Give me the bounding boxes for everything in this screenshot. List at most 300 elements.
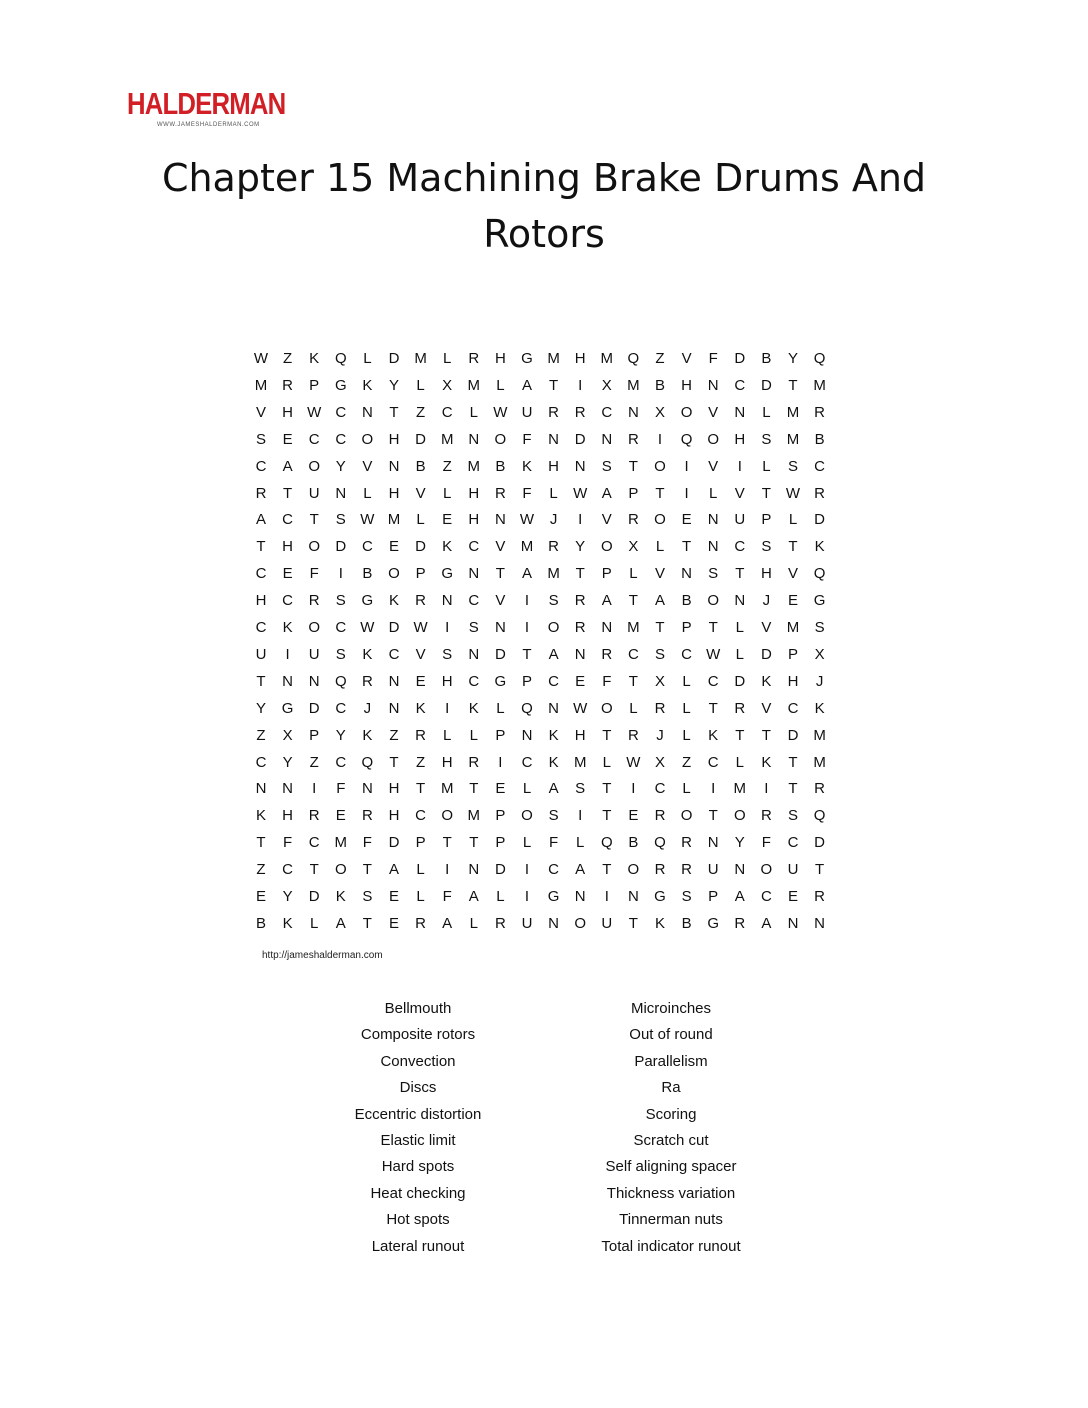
grid-letter: J (762, 592, 771, 610)
grid-letter: T (575, 565, 585, 583)
grid-letter: O (600, 699, 613, 717)
grid-letter: D (814, 834, 826, 852)
grid-letter: Q (334, 350, 347, 367)
grid-letter: I (445, 619, 450, 636)
grid-letter: L (496, 699, 505, 717)
grid-letter: R (494, 484, 506, 502)
grid-letter: W (493, 403, 508, 421)
grid-letter: Y (282, 753, 293, 771)
grid-letter: T (815, 861, 825, 879)
page-title: Chapter 15 Machining Brake Drums And Rotors (161, 156, 927, 256)
grid-letter: Q (521, 699, 533, 717)
grid-letter: G (654, 888, 666, 905)
grid-letter: C (468, 538, 480, 556)
grid-letter: U (308, 645, 320, 663)
grid-letter: L (549, 484, 558, 502)
grid-letter: K (309, 350, 320, 367)
grid-letter: F (309, 565, 319, 583)
grid-letter: C (627, 645, 639, 663)
grid-letter: O (308, 538, 321, 556)
grid-letter: C (335, 403, 347, 421)
grid-letter: S (575, 780, 586, 798)
grid-letter: Q (654, 834, 666, 852)
grid-letter: T (549, 376, 559, 394)
grid-letter: G (547, 888, 560, 905)
grid-letter: P (415, 834, 426, 852)
grid-letter: D (415, 430, 427, 448)
grid-letter: K (442, 538, 453, 556)
grid-letter: K (282, 619, 293, 636)
grid-letter: R (814, 780, 826, 798)
grid-letter: L (496, 376, 505, 394)
grid-letter: T (682, 538, 692, 556)
grid-letter: T (389, 403, 399, 421)
grid-letter: I (684, 457, 689, 475)
grid-letter: Z (309, 753, 319, 771)
logo-subtext: WWW.JAMESHALDERMAN.COM (157, 122, 260, 128)
grid-letter: R (548, 403, 560, 421)
grid-letter: B (255, 914, 266, 932)
grid-letter: C (521, 753, 533, 771)
grid-letter: V (761, 699, 772, 717)
grid-letter: N (361, 780, 373, 798)
grid-letter: N (814, 914, 826, 932)
grid-letter: X (814, 645, 825, 663)
grid-letter: T (442, 834, 452, 852)
grid-letter: L (682, 780, 691, 798)
grid-letter: O (733, 807, 746, 825)
grid-letter: T (628, 914, 638, 932)
grid-letter: P (309, 726, 320, 744)
grid-letter: K (521, 457, 532, 475)
grid-letter: H (441, 753, 453, 771)
word-list-item: Hard spots (381, 1158, 455, 1176)
grid-letter: C (388, 645, 400, 663)
grid-letter: T (469, 780, 479, 798)
grid-letter: I (285, 645, 290, 663)
grid-letter: C (601, 403, 613, 421)
word-list-item: Tinnerman nuts (619, 1211, 723, 1229)
grid-letter: R (734, 914, 746, 932)
grid-letter: K (814, 699, 825, 717)
grid-letter: N (548, 914, 560, 932)
grid-letter: I (524, 861, 530, 879)
grid-letter: Z (416, 753, 426, 771)
word-list-item: Elastic limit (380, 1131, 456, 1149)
grid-letter: M (467, 376, 481, 394)
grid-letter: R (654, 807, 666, 825)
grid-letter: F (522, 430, 532, 448)
grid-letter: N (282, 672, 294, 690)
grid-letter: P (495, 807, 506, 825)
grid-letter: Q (600, 834, 613, 852)
grid-letter: L (682, 672, 691, 690)
grid-letter: S (708, 565, 719, 583)
grid-letter: Z (389, 726, 399, 744)
grid-letter: U (521, 914, 533, 932)
grid-letter: M (547, 350, 560, 367)
grid-letter: S (255, 430, 266, 448)
grid-letter: Y (734, 834, 745, 852)
word-list-item: Scratch cut (633, 1131, 709, 1149)
grid-letter: Z (256, 726, 266, 744)
grid-letter: R (548, 538, 560, 556)
grid-letter: Z (682, 753, 692, 771)
grid-letter: I (684, 484, 689, 502)
grid-letter: H (574, 726, 586, 744)
grid-letter: Q (334, 672, 347, 690)
grid-letter: T (495, 565, 505, 583)
grid-letter: A (761, 914, 772, 932)
grid-letter: I (631, 780, 636, 798)
grid-letter: F (549, 834, 559, 852)
grid-letter: Q (361, 753, 374, 771)
grid-letter: O (680, 807, 693, 825)
grid-letter: V (362, 457, 373, 475)
grid-letter: K (255, 807, 266, 825)
source-url: http://jameshalderman.com (262, 950, 383, 961)
grid-letter: Y (388, 376, 399, 394)
grid-letter: G (813, 592, 826, 610)
grid-letter: C (308, 430, 320, 448)
grid-letter: A (734, 888, 745, 905)
grid-letter: T (309, 511, 319, 529)
grid-letter: H (734, 430, 746, 448)
grid-letter: S (787, 807, 798, 825)
grid-letter: N (574, 888, 586, 905)
grid-letter: H (282, 403, 294, 421)
grid-letter: B (681, 914, 692, 932)
grid-letter: E (388, 538, 399, 556)
grid-letter: D (787, 726, 799, 744)
grid-letter: Q (813, 807, 826, 825)
grid-letter: C (734, 538, 746, 556)
grid-letter: E (628, 807, 639, 825)
grid-letter: S (468, 619, 479, 636)
grid-letter: L (788, 511, 798, 529)
grid-letter: F (708, 350, 718, 367)
grid-letter: O (308, 457, 321, 475)
halderman-logo (127, 86, 286, 129)
grid-letter: N (574, 645, 586, 663)
grid-letter: M (334, 834, 348, 852)
grid-letter: N (734, 403, 746, 421)
grid-letter: K (761, 753, 772, 771)
grid-letter: M (786, 403, 800, 421)
grid-letter: W (307, 403, 322, 421)
grid-letter: T (708, 699, 718, 717)
grid-letter: E (388, 914, 399, 932)
grid-letter: A (521, 565, 532, 583)
grid-letter: C (548, 672, 560, 690)
grid-letter: M (786, 619, 800, 636)
grid-letter: M (520, 538, 534, 556)
grid-letter: C (468, 672, 480, 690)
grid-letter: N (494, 619, 506, 636)
grid-letter: A (468, 888, 479, 905)
grid-letter: S (442, 645, 453, 663)
grid-letter: G (707, 914, 720, 932)
grid-letter: S (787, 457, 798, 475)
grid-letter: S (601, 457, 612, 475)
grid-letter: S (335, 511, 346, 529)
grid-letter: H (388, 807, 400, 825)
grid-letter: F (362, 834, 372, 852)
grid-letter: Y (255, 699, 266, 717)
grid-letter: H (681, 376, 693, 394)
grid-letter: H (282, 538, 294, 556)
grid-letter: N (574, 457, 586, 475)
grid-letter: L (682, 726, 691, 744)
grid-letter: N (468, 645, 480, 663)
grid-letter: C (361, 538, 373, 556)
grid-letter: T (628, 457, 638, 475)
grid-letter: H (574, 350, 586, 367)
grid-letter: D (308, 699, 320, 717)
grid-letter: V (787, 565, 798, 583)
word-list-right (551, 996, 791, 1260)
grid-letter: F (442, 888, 452, 905)
grid-letter: W (360, 619, 375, 636)
grid-letter: C (335, 753, 347, 771)
grid-letter: C (255, 565, 267, 583)
grid-letter: X (654, 753, 665, 771)
grid-letter: I (524, 619, 530, 636)
word-list-item: Discs (399, 1079, 437, 1097)
grid-letter: A (601, 592, 612, 610)
grid-letter: C (681, 645, 693, 663)
word-list-left (298, 996, 538, 1260)
grid-letter: N (707, 376, 719, 394)
grid-letter: K (708, 726, 719, 744)
word-list-item: Heat checking (370, 1184, 466, 1202)
grid-letter: V (654, 565, 665, 583)
grid-letter: O (547, 619, 560, 636)
grid-letter: Y (335, 726, 346, 744)
grid-letter: I (657, 430, 663, 448)
grid-letter: V (681, 350, 692, 367)
grid-letter: R (468, 350, 480, 367)
grid-letter: K (362, 726, 373, 744)
grid-letter: H (255, 592, 267, 610)
grid-letter: B (654, 376, 665, 394)
grid-letter: T (761, 484, 771, 502)
grid-letter: E (681, 511, 692, 529)
grid-letter: Y (282, 888, 293, 905)
grid-letter: O (627, 861, 640, 879)
grid-letter: R (681, 834, 693, 852)
grid-letter: M (440, 430, 454, 448)
grid-letter: T (708, 807, 718, 825)
grid-letter: Q (813, 565, 826, 583)
grid-letter: T (655, 484, 665, 502)
grid-letter: R (574, 592, 586, 610)
grid-letter: Z (256, 861, 266, 879)
grid-letter: E (442, 511, 453, 529)
grid-letter: D (494, 861, 506, 879)
grid-letter: M (813, 753, 826, 771)
word-list-item: Thickness variation (606, 1184, 736, 1202)
grid-letter: N (601, 430, 613, 448)
grid-letter: G (494, 672, 507, 690)
grid-letter: A (442, 914, 453, 932)
grid-letter: C (282, 592, 294, 610)
grid-letter: N (734, 861, 746, 879)
grid-letter: B (681, 592, 692, 610)
grid-letter: C (468, 592, 480, 610)
grid-letter: X (628, 538, 639, 556)
grid-letter: I (524, 592, 530, 610)
word-list-item: Convection (380, 1052, 456, 1070)
grid-letter: A (255, 511, 266, 529)
grid-letter: L (416, 861, 425, 879)
grid-letter: T (309, 861, 319, 879)
grid-letter: D (734, 350, 746, 367)
grid-letter: T (761, 726, 771, 744)
grid-letter: W (573, 484, 588, 502)
grid-letter: V (255, 403, 266, 421)
grid-letter: V (601, 511, 612, 529)
grid-letter: N (601, 619, 613, 636)
grid-letter: T (256, 672, 266, 690)
grid-letter: H (494, 350, 506, 367)
grid-letter: I (578, 807, 583, 825)
grid-letter: U (308, 484, 320, 502)
grid-letter: O (334, 861, 347, 879)
grid-letter: K (814, 538, 825, 556)
grid-letter: W (360, 511, 375, 529)
grid-letter: F (283, 834, 293, 852)
grid-letter: B (415, 457, 426, 475)
logo-text: HALDERMAN (127, 86, 286, 121)
grid-letter: W (253, 350, 269, 367)
grid-letter: R (415, 726, 427, 744)
grid-letter: O (707, 592, 720, 610)
grid-letter: T (735, 565, 745, 583)
grid-letter: N (335, 484, 347, 502)
grid-letter: O (654, 511, 666, 529)
grid-letter: R (627, 511, 639, 529)
grid-letter: R (361, 807, 373, 825)
grid-letter: K (468, 699, 479, 717)
grid-letter: S (761, 538, 772, 556)
grid-letter: C (654, 780, 666, 798)
grid-letter: N (548, 430, 560, 448)
grid-letter: D (494, 645, 506, 663)
grid-letter: U (601, 914, 613, 932)
grid-letter: N (361, 403, 373, 421)
grid-letter: L (576, 834, 585, 852)
word-list-item: Self aligning spacer (605, 1158, 737, 1176)
grid-letter: E (282, 430, 293, 448)
grid-letter: C (255, 457, 267, 475)
grid-letter: J (363, 699, 372, 717)
grid-letter: R (681, 861, 693, 879)
grid-letter: C (734, 376, 746, 394)
grid-letter: C (335, 619, 347, 636)
grid-letter: G (521, 350, 533, 367)
grid-letter: D (734, 672, 746, 690)
grid-letter: D (760, 645, 772, 663)
grid-letter: U (707, 861, 719, 879)
grid-letter: L (762, 457, 771, 475)
grid-letter: B (495, 457, 506, 475)
grid-letter: O (574, 914, 587, 932)
grid-letter: M (627, 619, 640, 636)
grid-letter: L (310, 914, 319, 932)
grid-letter: R (734, 699, 746, 717)
grid-letter: L (629, 699, 638, 717)
grid-letter: M (600, 350, 614, 367)
grid-letter: P (601, 565, 612, 583)
grid-letter: R (415, 592, 427, 610)
grid-letter: A (521, 376, 532, 394)
grid-letter: L (735, 645, 744, 663)
grid-letter: N (468, 861, 480, 879)
grid-letter: N (707, 834, 719, 852)
grid-letter: E (575, 672, 586, 690)
grid-letter: W (413, 619, 428, 636)
grid-letter: I (578, 376, 583, 394)
grid-letter: I (338, 565, 343, 583)
grid-letter: C (707, 672, 719, 690)
grid-letter: R (361, 672, 373, 690)
grid-letter: C (255, 753, 267, 771)
grid-letter: H (468, 484, 480, 502)
grid-letter: S (681, 888, 692, 905)
grid-letter: M (547, 565, 560, 583)
grid-letter: R (627, 430, 639, 448)
grid-letter: T (256, 834, 266, 852)
grid-letter: W (626, 753, 641, 771)
grid-letter: V (761, 619, 772, 636)
grid-letter: Y (575, 538, 586, 556)
grid-letter: Q (680, 430, 693, 448)
grid-letter: N (787, 914, 799, 932)
grid-letter: N (441, 592, 453, 610)
grid-letter: E (388, 888, 399, 905)
grid-letter: I (764, 780, 769, 798)
grid-letter: W (785, 484, 801, 502)
grid-letter: H (388, 430, 400, 448)
grid-letter: S (335, 645, 346, 663)
grid-letter: S (362, 888, 373, 905)
word-list-item: Ra (661, 1079, 681, 1097)
grid-letter: D (814, 511, 826, 529)
grid-letter: M (813, 726, 826, 744)
grid-letter: M (573, 753, 587, 771)
grid-letter: O (521, 807, 533, 825)
grid-letter: R (814, 888, 826, 905)
grid-letter: D (335, 538, 347, 556)
grid-letter: R (308, 592, 320, 610)
grid-letter: T (602, 807, 612, 825)
word-list-item: Composite rotors (360, 1026, 476, 1044)
grid-letter: T (788, 538, 798, 556)
word-list-item: Out of round (629, 1026, 713, 1044)
grid-letter: N (468, 430, 480, 448)
grid-letter: C (707, 753, 719, 771)
grid-letter: K (362, 645, 373, 663)
grid-letter: S (335, 592, 346, 610)
grid-letter: T (283, 484, 293, 502)
grid-letter: E (787, 592, 798, 610)
grid-letter: C (335, 699, 347, 717)
grid-letter: V (734, 484, 745, 502)
grid-letter: N (388, 699, 400, 717)
grid-letter: L (682, 699, 691, 717)
grid-letter: E (282, 565, 293, 583)
